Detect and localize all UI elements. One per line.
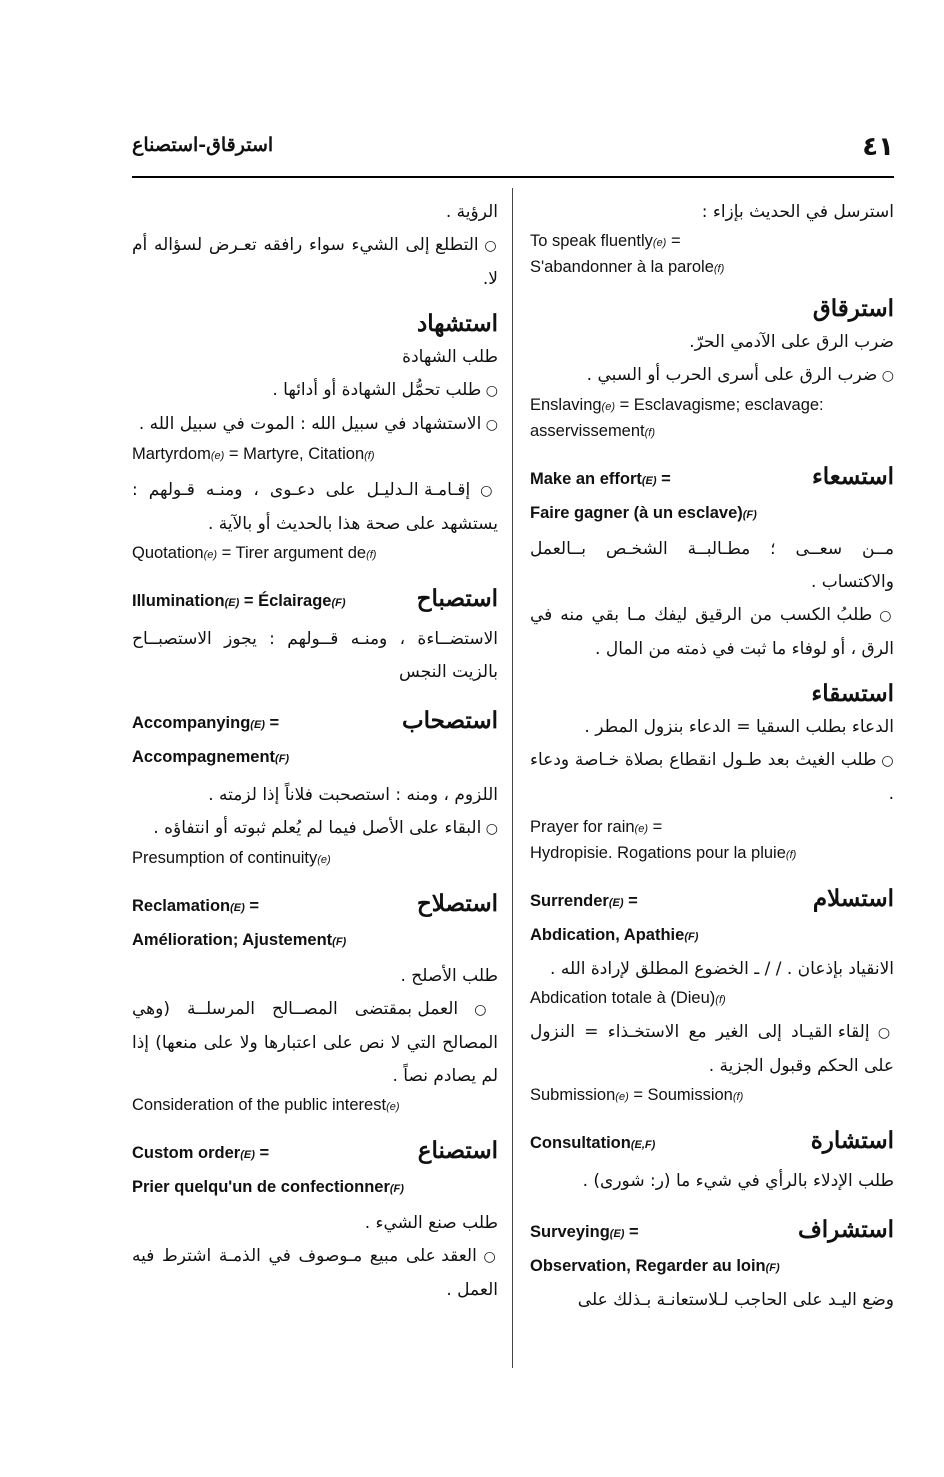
definition: وضع اليـد على الحاجب لـلاستعانـة بـذلك على bbox=[577, 1290, 894, 1310]
headword: استرقاق bbox=[812, 295, 894, 322]
headword: استشارة bbox=[810, 1127, 894, 1154]
header-rule bbox=[132, 176, 894, 178]
english-gloss: Surrender(E) = bbox=[530, 892, 638, 910]
continuation-text: ○ التطلع إلى الشيء سواء رافقه تعـرض لسؤاله أم لا. bbox=[132, 229, 498, 296]
french-gloss: S'abandonner à la parole(f) bbox=[530, 258, 725, 276]
entry-istisqaa bbox=[530, 680, 894, 867]
headword: استسلام bbox=[812, 885, 894, 912]
entry-istishara bbox=[530, 1127, 894, 1198]
continuation-text: الرؤية . bbox=[445, 202, 498, 222]
gloss: Illumination(E) = Éclairage(F) bbox=[132, 592, 346, 610]
left-column bbox=[132, 196, 498, 1307]
headword: استصحاب bbox=[401, 707, 498, 734]
gloss: Quotation(e) = Tirer argument de(f) bbox=[132, 544, 377, 562]
headword: استصناع bbox=[417, 1137, 498, 1164]
headword: استصلاح bbox=[416, 890, 498, 917]
definition: اللزوم ، ومنه : استصحبت فلاناً إذا لزمته . bbox=[208, 785, 498, 805]
entry-istislam bbox=[530, 885, 894, 1109]
column-divider bbox=[512, 188, 513, 1368]
definition: ○ العمل بمقتضى المصــالح المرسلــة (وهي المصالح التي لا نص على اعتبارها ولا على منعها) إذا لم يصادم نصاً . bbox=[132, 993, 498, 1093]
definition: ○ إلقاء القيـاد إلى الغير مع الاستخـذاء = النزول على الحكم وقبول الجزية . bbox=[530, 1016, 894, 1083]
english-gloss: To speak fluently(e) = bbox=[530, 232, 681, 250]
english-gloss: Consideration of the public interest(e) bbox=[132, 1096, 400, 1114]
french-gloss: Faire gagner (à un esclave)(F) bbox=[530, 504, 757, 522]
french-gloss: Prier quelqu'un de confectionner(F) bbox=[132, 1178, 404, 1196]
headword: استسعاء bbox=[811, 463, 894, 490]
english-gloss: Surveying(E) = bbox=[530, 1223, 639, 1241]
headword: استصباح bbox=[416, 585, 498, 612]
definition: ○ العقد على مبيع مـوصوف في الذمـة اشترط فيه العمل . bbox=[132, 1240, 498, 1307]
french-gloss: Observation, Regarder au loin(F) bbox=[530, 1257, 780, 1275]
english-gloss: Consultation(E,F) bbox=[530, 1134, 656, 1152]
definition: ○ البقاء على الأصل فيما لم يُعلم ثبوته أو انتفاؤه . bbox=[132, 812, 498, 846]
english-gloss: Accompanying(E) = bbox=[132, 714, 280, 732]
definition: ○ طلب الغيث بعد طـول انقطاع بصلاة خـاصة ودعاء . bbox=[530, 744, 894, 811]
gloss: Enslaving(e) = Esclavagisme; esclavage: asservissement(f) bbox=[530, 396, 824, 440]
french-gloss: Accompagnement(F) bbox=[132, 748, 290, 766]
french-gloss: Abdication, Apathie(F) bbox=[530, 926, 699, 944]
french-gloss: Amélioration; Ajustement(F) bbox=[132, 931, 347, 949]
right-column bbox=[530, 196, 894, 1317]
entry-istislah bbox=[132, 890, 498, 1119]
entry-istirqaq bbox=[530, 295, 894, 445]
continuation-text: استرسل في الحديث بإزاء : bbox=[701, 202, 894, 222]
entry-istishab bbox=[132, 707, 498, 872]
french-gloss: Abdication totale à (Dieu)(f) bbox=[530, 989, 726, 1007]
english-gloss: Reclamation(E) = bbox=[132, 897, 260, 915]
page-number: ٤١ bbox=[862, 132, 894, 162]
definition: طلب الشهادة bbox=[402, 347, 498, 367]
definition: ○ ضرب الرق على أسرى الحرب أو السبي . bbox=[530, 359, 894, 393]
entry-istishraf bbox=[530, 1216, 894, 1317]
page-header bbox=[132, 126, 894, 176]
definition: مــن سعــى ؛ مطـالبــة الشخـص بــالعمل والاكتساب . bbox=[530, 539, 894, 592]
gloss: Martyrdom(e) = Martyre, Citation(f) bbox=[132, 445, 375, 463]
entry-istisbah bbox=[132, 585, 498, 689]
definition: الاستضــاءة ، ومنـه قــولهم : يجوز الاستصبــاح بالزيت النجس bbox=[132, 629, 498, 682]
definition: الدعاء بطلب السقيا = الدعاء بنزول المطر . bbox=[584, 717, 894, 737]
headword: استشراف bbox=[797, 1216, 894, 1243]
french-gloss: Hydropisie. Rogations pour la pluie(f) bbox=[530, 844, 797, 862]
english-gloss: Presumption of continuity(e) bbox=[132, 849, 331, 867]
english-gloss: Custom order(E) = bbox=[132, 1144, 270, 1162]
definition: ○ إقـامـة الـدليـل على دعـوى ، ومنـه قـولهم : يستشهد على صحة هذا بالحديث أو بالآية . bbox=[132, 474, 498, 541]
definition: ○ طلب تحمُّل الشهادة أو أدائها . bbox=[132, 374, 498, 408]
definition: ضرب الرق على الآدمي الحرّ. bbox=[689, 332, 894, 352]
entry-istishhad bbox=[132, 310, 498, 567]
english-gloss: Make an effort(E) = bbox=[530, 470, 671, 488]
definition: طلب الإدلاء بالرأي في شيء ما (ر: شورى) . bbox=[582, 1171, 894, 1191]
definition: طلب الأصلح . bbox=[400, 966, 498, 986]
definition: ○ طلبُ الكسب من الرقيق ليفك مـا بقي منه في الرق ، أو لوفاء ما ثبت في ذمته من المال . bbox=[530, 599, 894, 666]
english-gloss: Prayer for rain(e) = bbox=[530, 818, 663, 836]
headword: استسقاء bbox=[811, 680, 894, 707]
entry-istiaa bbox=[530, 463, 894, 666]
definition: طلب صنع الشيء . bbox=[364, 1213, 498, 1233]
gloss: Submission(e) = Soumission(f) bbox=[530, 1086, 744, 1104]
running-head: استرقاق-استصناع bbox=[132, 134, 274, 156]
headword: استشهاد bbox=[417, 310, 498, 337]
definition: الانقياد بإذعان . / / ـ الخضوع المطلق لإرادة الله . bbox=[550, 959, 894, 979]
definition: ○ الاستشهاد في سبيل الله : الموت في سبيل الله . bbox=[132, 408, 498, 442]
entry-istisna bbox=[132, 1137, 498, 1307]
